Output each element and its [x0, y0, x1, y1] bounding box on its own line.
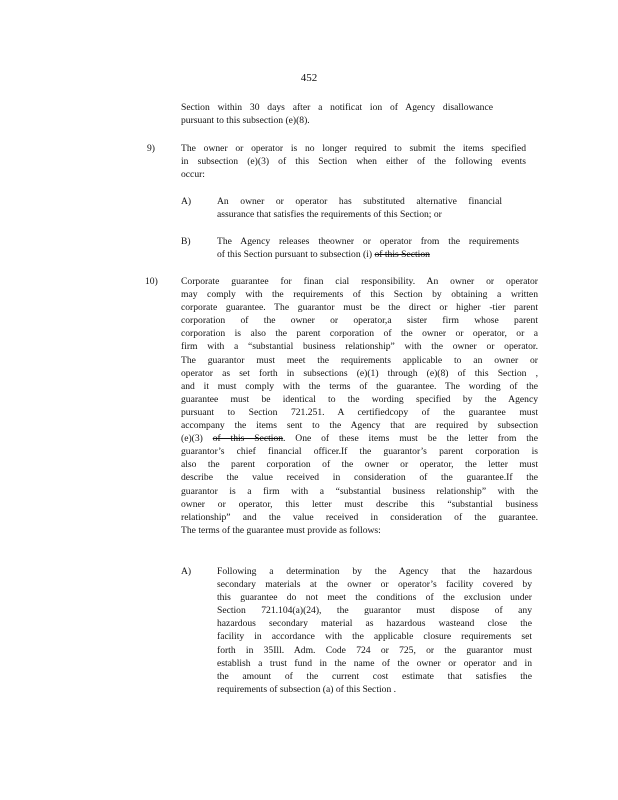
text-line: and it must comply with the terms of the guarantee. The wording of the	[181, 380, 538, 392]
text-line: establish a trust fund in the name of the owner or operator and in	[217, 657, 532, 669]
text-line: secondary materials at the owner or operator’s facility covered by	[217, 579, 532, 591]
item-number: 9)	[147, 143, 155, 154]
text-line: corporate guarantee. The guarantor must be the direct or higher -tier parent	[181, 302, 538, 314]
struck-text: of this Section	[212, 433, 284, 445]
text-line: corporation of the owner or operator,a sister firm whose parent	[181, 315, 538, 327]
continuation-paragraph	[181, 101, 493, 127]
text-span: (e)(3)	[181, 433, 203, 445]
text-line: An owner or operator has substituted alternative financial	[217, 196, 502, 207]
text-line: occur:	[181, 169, 205, 181]
text-line: requirements of subsection (a) of this Section .	[217, 683, 397, 695]
sub-item-letter: B)	[181, 236, 191, 247]
struck-text: of this Section	[374, 249, 430, 261]
text-line: pursuant to Section 721.251. A certifiedcopy of the guarantee must	[181, 406, 538, 418]
text-line: forth in 35Ill. Adm. Code 724 or 725, or the guarantor must	[217, 644, 532, 656]
text-line: operator as set forth in subsections (e)(1) through (e)(8) of this Section ,	[181, 367, 538, 379]
text-line: the amount of the current cost estimate that satisfies the	[217, 670, 532, 682]
item-9a-paragraph	[217, 195, 502, 221]
text-line: relationship” and the value received in consideration of the guarantee.	[181, 511, 538, 523]
text-line: Section within 30 days after a notificat ion of Agency disallowance	[181, 102, 493, 113]
item-10-paragraph	[181, 275, 538, 537]
text-line	[217, 248, 519, 261]
text-line	[181, 432, 538, 445]
text-line: in subsection (e)(3) of this Section when either of the following events	[181, 156, 526, 168]
text-line: The terms of the guarantee must provide as follows:	[181, 524, 381, 536]
sub-item-letter: A)	[181, 566, 192, 577]
text-line: describe the value received in consideration of the guarantee.If the	[181, 472, 538, 484]
text-line: guarantor’s chief financial officer.If the guarantor’s parent corporation is	[181, 446, 538, 458]
page-number: 452	[300, 72, 318, 84]
text-line: may comply with the requirements of this Section by obtaining a written	[181, 289, 538, 301]
text-line: this guarantee do not meet the conditions of the exclusion under	[217, 592, 532, 604]
text-span: . One of these items must be the letter from the	[283, 433, 538, 445]
item-9-paragraph	[181, 142, 526, 181]
text-line: pursuant to this subsection (e)(8).	[181, 115, 310, 127]
text-line: The Agency releases theowner or operator from the requirements	[217, 236, 519, 247]
text-line: facility in accordance with the applicable closure requirements set	[217, 631, 532, 643]
text-line: guarantee must be identical to the wording specified by the Agency	[181, 393, 538, 405]
text-line: Following a determination by the Agency that the hazardous	[217, 566, 532, 577]
text-line: owner or operator, this letter must describe this “substantial business	[181, 498, 538, 510]
text-line: The owner or operator is no longer required to submit the items specified	[181, 143, 526, 154]
text-line: accompany the items sent to the Agency that are required by subsection	[181, 420, 538, 432]
text-line: Corporate guarantee for finan cial responsibility. An owner or operator	[181, 276, 538, 287]
text-line: guarantor is a firm with a “substantial business relationship” with the	[181, 485, 538, 497]
text-line: assurance that satisfies the requirements of this Section; or	[217, 209, 442, 221]
text-line: hazardous secondary material as hazardous wasteand close the	[217, 618, 532, 630]
text-line: firm with a “substantial business relationship” with the owner or operator.	[181, 341, 538, 353]
item-number: 10)	[145, 276, 158, 287]
sub-item-letter: A)	[181, 196, 192, 207]
text-line: also the parent corporation of the owner or operator, the letter must	[181, 459, 538, 471]
item-10a-paragraph	[217, 565, 532, 696]
text-line: corporation is also the parent corporation of the owner or operator, or a	[181, 328, 538, 340]
item-9b-paragraph	[217, 235, 519, 261]
text-span: of this Section pursuant to subsection (i)	[217, 249, 373, 261]
text-line: Section 721.104(a)(24), the guarantor must dispose of any	[217, 605, 532, 617]
text-line: The guarantor must meet the requirements applicable to an owner or	[181, 354, 538, 366]
